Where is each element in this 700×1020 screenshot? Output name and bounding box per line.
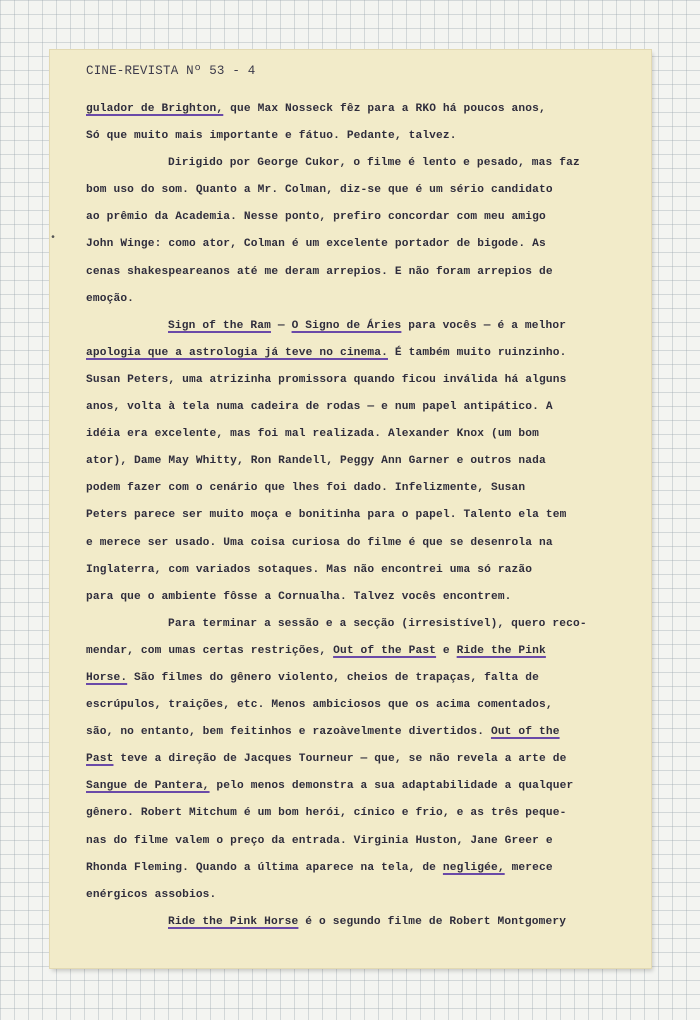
text-segment: Só que muito mais importante e fátuo. Pedante, talvez.	[86, 130, 457, 143]
text-line	[86, 882, 646, 909]
text-segment: John Winge: como ator, Colman é um excelente portador de bigode. As	[86, 238, 546, 251]
text-line	[86, 800, 646, 827]
text-segment: pelo menos demonstra a sua adaptabilidade a qualquer	[209, 780, 574, 793]
text-line	[86, 611, 646, 638]
underlined-text: negligée,	[442, 861, 505, 874]
underlined-text: O Signo de Áries	[291, 319, 402, 332]
text-line	[86, 123, 646, 150]
underlined-text: gulador de Brighton,	[86, 103, 224, 115]
text-segment: mendar, com umas certas restrições,	[86, 644, 334, 657]
text-segment: teve a direção de Jacques Tourneur — que, se não revela a arte de	[113, 753, 567, 766]
text-segment: enérgicos assobios.	[86, 888, 217, 901]
text-segment: ator), Dame May Whitty, Ron Randell, Peggy Ann Garner e outros nada	[86, 455, 546, 468]
text-segment: ao prêmio da Academia. Nesse ponto, prefiro concordar com meu amigo	[86, 211, 546, 224]
text-segment: Inglaterra, com variados sotaques. Mas não encontrei uma só razão	[86, 563, 533, 576]
underlined-text: Past	[86, 753, 114, 766]
text-segment: —	[270, 319, 292, 332]
underlined-text: Ride the Pink	[456, 644, 546, 657]
text-segment: bom uso do som. Quanto a Mr. Colman, diz-se que é um sério candidato	[86, 184, 553, 197]
text-segment: anos, volta à tela numa cadeira de rodas — e num papel antipático. A	[86, 401, 553, 414]
text-segment: É também muito ruinzinho.	[388, 346, 567, 359]
text-line	[86, 557, 646, 584]
underlined-text: Sangue de Pantera,	[86, 780, 210, 793]
text-line	[86, 367, 646, 394]
text-line	[86, 692, 646, 719]
text-line	[86, 448, 646, 475]
text-segment: para que o ambiente fôsse a Cornualha. Talvez vocês encontrem.	[86, 590, 512, 603]
text-line	[86, 828, 646, 855]
text-line	[86, 231, 646, 258]
text-segment: idéia era excelente, mas foi mal realizada. Alexander Knox (um bom	[86, 428, 539, 441]
text-segment: Para terminar a sessão e a secção (irresistível), quero reco-	[168, 617, 587, 630]
text-segment: que Max Nosseck fêz para a RKO há poucos anos,	[223, 103, 546, 115]
text-line	[86, 719, 646, 746]
text-line	[86, 204, 646, 231]
text-line	[86, 502, 646, 529]
text-segment: emoção.	[86, 292, 135, 305]
text-segment: podem fazer com o cenário que lhes foi dado. Infelizmente, Susan	[86, 482, 526, 495]
text-line	[86, 150, 646, 177]
body-text	[86, 96, 646, 936]
underlined-text: Sign of the Ram	[168, 319, 271, 332]
text-segment: para vocês — é a melhor	[401, 319, 567, 332]
underlined-text: Out of the Past	[333, 644, 437, 657]
text-segment: São filmes do gênero violento, cheios de trapaças, falta de	[127, 671, 540, 684]
text-line	[86, 665, 646, 692]
text-line	[86, 177, 646, 204]
text-segment: Peters parece ser muito moça e bonitinha para o papel. Talento ela tem	[86, 509, 567, 522]
text-line	[86, 746, 646, 773]
text-line	[86, 773, 646, 800]
text-segment: e merece ser usado. Uma coisa curiosa do filme é que se desenrola na	[86, 536, 553, 549]
text-segment: Susan Peters, uma atrizinha promissora quando ficou inválida há alguns	[86, 373, 567, 386]
page-mark: •	[50, 233, 57, 244]
text-segment: são, no entanto, bem feitinhos e razoàvelmente divertidos.	[86, 726, 491, 739]
text-line	[86, 909, 646, 936]
text-segment: gênero. Robert Mitchum é um bom herói, cínico e frio, e as três peque-	[86, 807, 567, 820]
text-line	[86, 855, 646, 882]
text-segment: escrúpulos, traições, etc. Menos ambiciosos que os acima comentados,	[86, 699, 553, 712]
text-line	[86, 313, 646, 340]
text-line	[86, 259, 646, 286]
text-segment: cenas shakespeareanos até me deram arrepios. E não foram arrepios de	[86, 265, 553, 278]
text-line	[86, 638, 646, 665]
text-line	[86, 286, 646, 313]
text-line	[86, 584, 646, 611]
text-segment: Rhonda Fleming. Quando a última aparece na tela, de	[86, 861, 443, 874]
text-segment: merece	[504, 861, 553, 874]
text-line	[86, 96, 646, 123]
underlined-text: Out of the	[490, 726, 560, 739]
underlined-text: Ride the Pink Horse	[168, 915, 299, 928]
text-line	[86, 530, 646, 557]
text-segment: e	[436, 644, 457, 657]
underlined-text: apologia que a astrologia já teve no cinema.	[86, 346, 388, 359]
text-line	[86, 394, 646, 421]
text-line	[86, 421, 646, 448]
text-line	[86, 340, 646, 367]
text-line	[86, 475, 646, 502]
text-segment: Dirigido por George Cukor, o filme é lento e pesado, mas faz	[168, 157, 580, 170]
text-segment: nas do filme valem o preço da entrada. Virginia Huston, Jane Greer e	[86, 834, 553, 847]
underlined-text: Horse.	[86, 671, 128, 684]
page-header: CINE-REVISTA Nº 53 - 4	[86, 64, 256, 78]
text-segment: é o segundo filme de Robert Montgomery	[298, 915, 567, 928]
